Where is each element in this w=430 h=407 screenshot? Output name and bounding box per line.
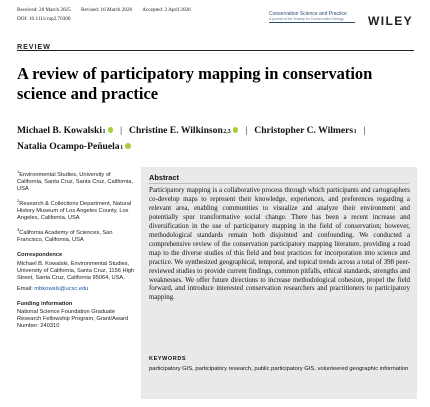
journal-logo-bar <box>269 22 355 23</box>
affiliation <box>17 197 135 222</box>
article-dates <box>17 7 200 13</box>
author[interactable]: Christine E. Wilkinson 2,3 <box>129 123 238 139</box>
orcid-icon[interactable] <box>125 143 131 149</box>
email-label: Email: <box>17 285 33 292</box>
revised-date: Revised: 16 March 2026 <box>81 7 133 13</box>
journal-logo[interactable] <box>261 9 355 34</box>
author[interactable]: Christopher C. Wilmers 1 <box>254 123 356 139</box>
author[interactable]: Natalia Ocampo-Peñuela 1 <box>17 139 131 155</box>
article-info-column <box>17 168 135 334</box>
author-separator: | <box>363 125 366 136</box>
abstract-box <box>141 167 417 399</box>
author-name[interactable]: Natalia Ocampo-Peñuela <box>17 141 120 152</box>
affiliation-text: Research & Collections Department, Natural History Museum of Los Angeles County, Los Angeles, California, USA <box>17 201 132 222</box>
abstract-text: Participatory mapping is a collaborative process through which participants and cartographers co-develop maps to represent their knowledge, experiences, and preferences regarding a relevant area, enabling communities to visualize and analyze their environment and potentially spur transformative social change. There has been a recent increase and diversification in the use of participatory mapping in the field of conservation; however, methodological standards remain both disjointed and confounding. We conducted a comprehensive review of the conservation participatory mapping literature, providing a road map to the diverse studies of this field and best practices for incorporation into science and practice. We synthesized geographical, temporal, and topical trends across a total of 398 peer-reviewed studies to provide current findings, common pitfalls, ethical standards, strengths and weaknesses. We offer future directions to increase methodological cohesion, propel the field forward, and introduce interested conservation researchers and practitioners to participatory mapping. <box>149 187 410 302</box>
affiliation <box>17 168 135 193</box>
keywords-text: participatory GIS, participatory research, public participatory GIS, volunteered geographic information <box>149 366 409 372</box>
affiliation-text: California Academy of Sciences, San Francisco, California, USA <box>17 230 113 244</box>
received-date: Received: 20 March 2025 <box>17 7 71 13</box>
author-list <box>17 123 422 155</box>
funding-heading: Funding information <box>17 300 73 307</box>
author-name[interactable]: Michael B. Kowalski <box>17 125 103 136</box>
header-divider <box>17 50 414 51</box>
affiliation-number: 1 <box>17 169 20 174</box>
email-link[interactable]: mbkowals@ucsc.edu <box>34 285 89 292</box>
article-type: REVIEW <box>17 42 51 51</box>
author-separator: | <box>245 125 248 136</box>
author-name[interactable]: Christopher C. Wilmers <box>254 125 354 136</box>
correspondence-email <box>17 286 135 293</box>
author-separator: | <box>120 125 123 136</box>
article-title: A review of participatory mapping in conservation science and practice <box>17 64 373 103</box>
author[interactable]: Michael B. Kowalski 1 <box>17 123 113 139</box>
abstract-heading: Abstract <box>149 173 179 182</box>
doi[interactable]: DOI: 10.1111/csp2.70300 <box>17 16 71 22</box>
journal-name: Conservation Science and Practice <box>269 11 347 17</box>
author-row <box>17 139 422 155</box>
affiliation-number: 2 <box>17 198 20 204</box>
affiliation-text: Environmental Studies, University of California, Santa Cruz, Santa Cruz, California, USA <box>17 171 134 193</box>
correspondence-heading: Correspondence <box>17 252 63 259</box>
accepted-date: Accepted: 2 April 2026 <box>142 7 191 13</box>
publisher-logo[interactable]: WILEY <box>368 14 413 28</box>
keywords-heading: KEYWORDS <box>149 356 187 362</box>
journal-subtitle: A journal of the Society for Conservation Biology <box>269 17 344 21</box>
orcid-icon[interactable] <box>233 127 239 133</box>
affiliation-number: 3 <box>17 227 20 233</box>
correspondence-text: Michael B. Kowalski, Environmental Studies, University of California, Santa Cruz, 1156 High Street, Santa Cruz, California 95064, USA. <box>17 260 135 281</box>
orcid-icon[interactable] <box>108 127 114 133</box>
funding-text: National Science Foundation Graduate Research Fellowship Program, Grant/Award Number: 240310 <box>17 308 129 330</box>
author-name[interactable]: Christine E. Wilkinson <box>129 125 223 136</box>
abstract-divider <box>149 183 409 184</box>
affiliation <box>17 226 135 244</box>
